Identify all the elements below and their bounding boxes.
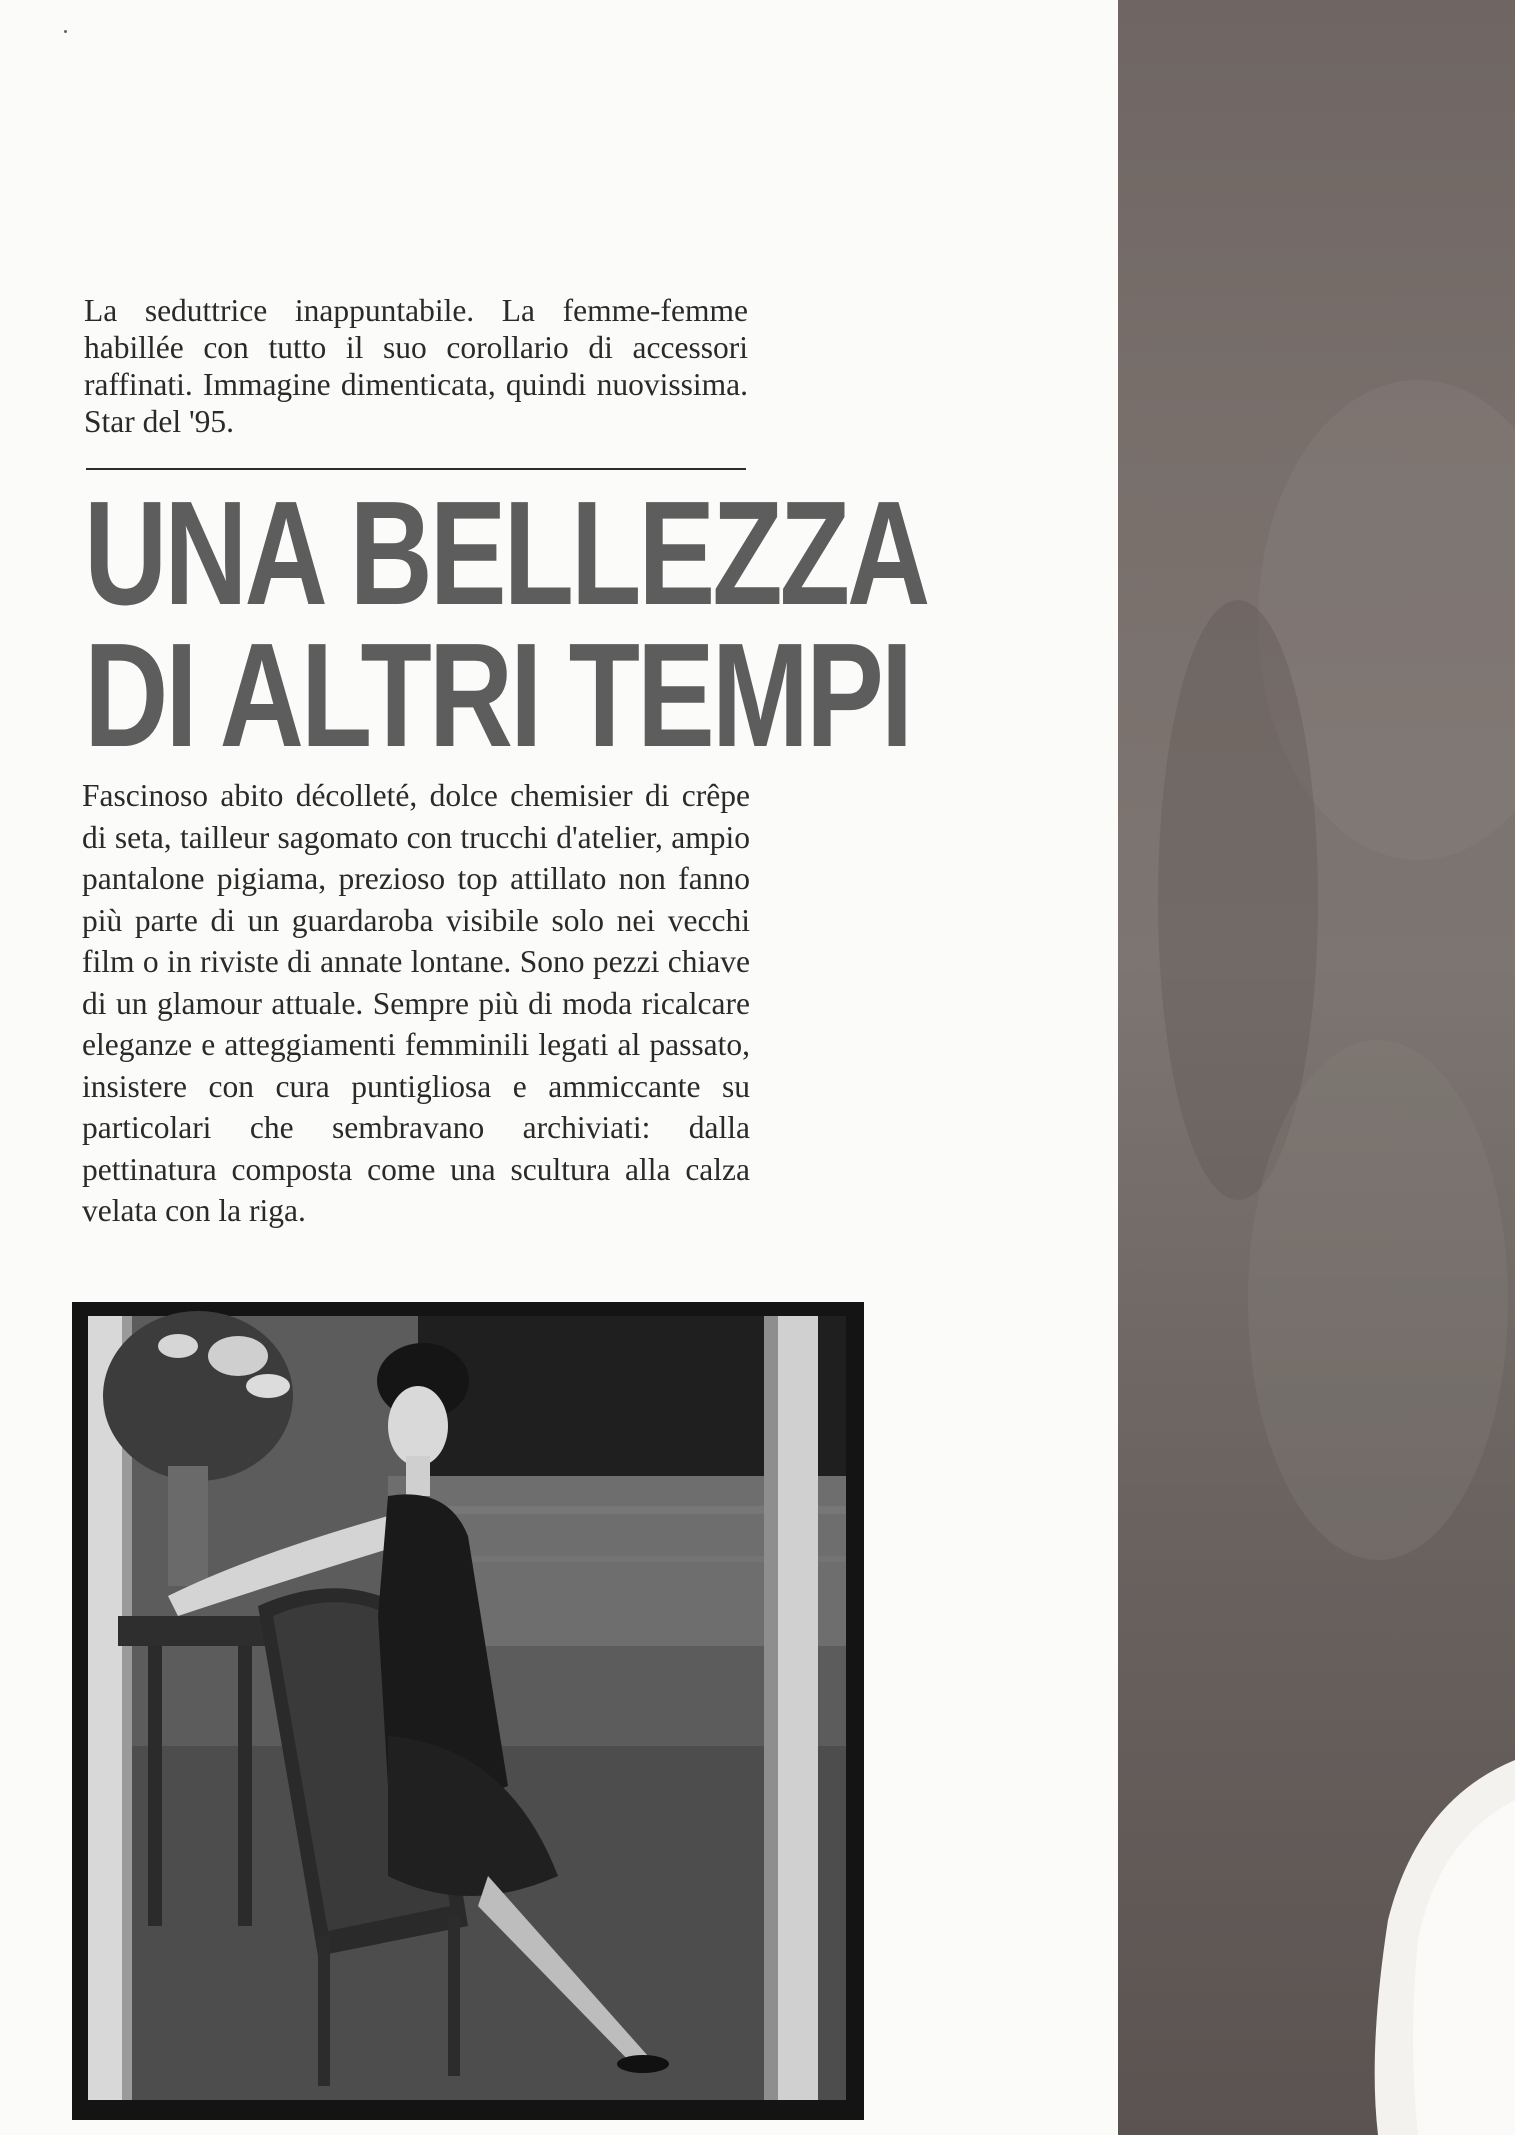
photo-illustration: [88, 1316, 846, 2100]
headline: [84, 471, 928, 778]
photo-frame: [72, 1302, 864, 2120]
body-paragraph: Fascinoso abito décolleté, dolce chemisier di crêpe di seta, tailleur sagomato con trucchi d'atelier, ampio pantalone pigiama, prezioso top attillato non fanno più parte di un guardaroba visibile solo nei vecchi film o in riviste di annate lontane. Sono pezzi chiave di un glamour attuale. Sempre più di moda ricalcare eleganze e atteggiamenti femminili legati al passato, insistere con cura puntigliosa e ammiccante su particolari che sembravano archiviati: dalla pettinatura composta come una scultura alla calza velata con la riga.: [82, 778, 750, 1228]
print-speck: [64, 30, 67, 33]
headline-line-1: UNA BELLEZZA: [84, 471, 928, 636]
headline-rule: [86, 468, 746, 470]
intro-paragraph: La seduttrice inappuntabile. La femme-femme habillée con tutto il suo corollario di accessori raffinati. Immagine dimenticata, quindi nuovissima. Star del '95.: [84, 293, 748, 439]
facing-page-photo: [1118, 0, 1515, 2135]
headline-line-2: DI ALTRI TEMPI: [84, 613, 911, 778]
vintage-photo: [88, 1316, 846, 2100]
facing-photo-illustration: [1118, 0, 1515, 2135]
